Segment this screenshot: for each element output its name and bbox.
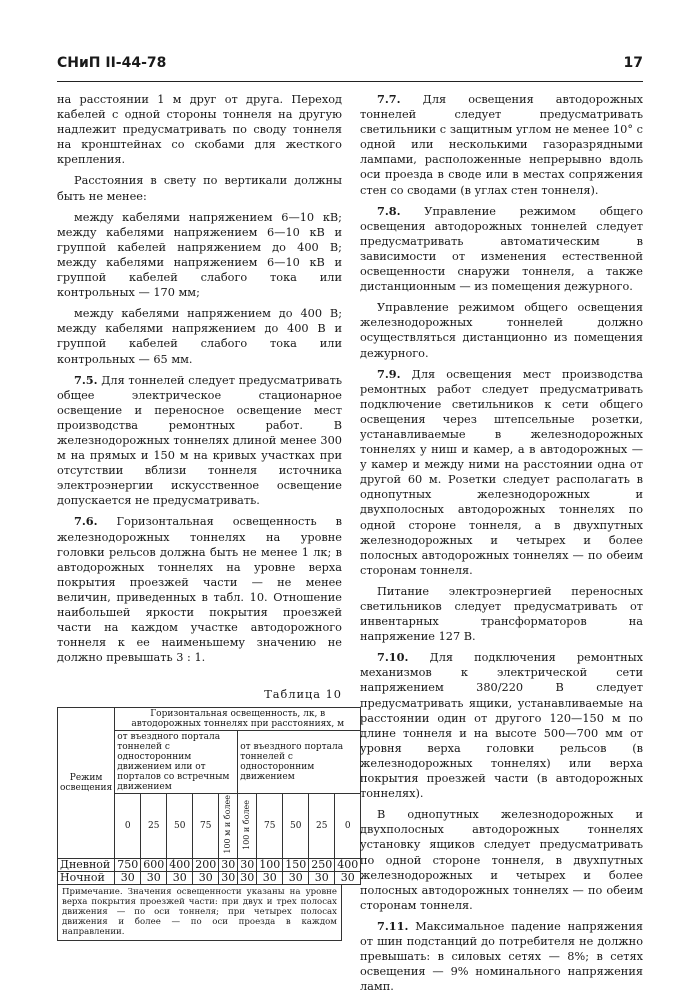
column-header: 0 (115, 794, 141, 859)
paragraph: Управление режимом общего освещения железнодорожных тоннелей должно осуществляться дистанционно из помещения дежурного. (360, 301, 643, 360)
paragraph: между кабелями напряжением 6—10 кВ; между кабелями напряжением 6—10 кВ и группой кабелей напряжением до 400 В; между кабелями напряжением 6—10 кВ и группой кабелей слабого тока или контрольных — 170 мм; (57, 210, 342, 300)
table-cell: 750 (115, 859, 141, 872)
table-cell: 30 (257, 872, 283, 885)
table-cell: 150 (283, 859, 309, 872)
page-number: 17 (623, 55, 643, 71)
table-cell: 400 (335, 859, 361, 872)
column-header (238, 794, 257, 859)
column-header: 75 (257, 794, 283, 859)
note-text: Значения освещенности указаны на уровне верха покрытия проезжей части: при двух и трех полосах движения — по оси тоннеля; при четырех полосах движения и более — по оси проезда в каждом направлении. (62, 887, 338, 938)
row-mode: Дневной (58, 859, 115, 872)
paragraph-7-11 (360, 919, 643, 994)
rotated-label: 100 и более (242, 799, 252, 850)
clause-number: 7.10. (377, 650, 409, 665)
table-cell: 30 (193, 872, 219, 885)
right-column (360, 92, 643, 1000)
paragraph: В однопутных железнодорожных и двухполосных автодорожных тоннелях установку ящиков следует предусматривать по одной стороне тоннеля, в двухпутных железнодорожных и четырех и более полосных автодорожных тоннелях — по обеим сторонам тоннеля. (360, 808, 643, 912)
clause-text: Максимальное падение напряжения от шин подстанций до потребителя не должно превышать: в силовых сетях — 8%; в сетях освещения — 9% номинального напряжения ламп. (360, 919, 643, 994)
table-cell: 30 (115, 872, 141, 885)
paragraph-7-5 (57, 373, 342, 509)
clause-text: Для подключения ремонтных механизмов к электрической сети напряжением 380/220 В следует предусматривать ящики, устанавливаемые на расстоянии один от другого 120—150 м по длине тоннеля и на высоте 500—700 мм от уровня верха головки рельсов (в железнодорожных тоннелях) или верха покрытия проезжей части (в автодорожных тоннелях). (360, 651, 643, 801)
column-header: 50 (167, 794, 193, 859)
clause-text: Для освещения мест производства ремонтных работ следует предусматривать подключение светильников к сети общего освещения через штепсельные розетки, устанавливаемые в железнодорожных тоннелях у ниш и камер, а в автодорожных — у камер и между ними на расстоянии одна от другой 60 м. Розетки следует располагать в однопутных железнодорожных и двухполосных автодорожных тоннелях по одной стороне тоннеля, а в двухпутных железнодорожных и четырех и более полосных автодорожных тоннелях — по обеим сторонам тоннеля. (360, 367, 644, 577)
table-cell: 30 (167, 872, 193, 885)
group-header: Горизонтальная освещенность, лк, в автодорожных тоннелях при расстояниях, м (115, 708, 361, 731)
table-cell: 30 (309, 872, 335, 885)
table-cell: 100 (257, 859, 283, 872)
column-header (219, 794, 238, 859)
left-column (57, 92, 359, 941)
paragraph: Питание электроэнергией переносных светильников следует предусматривать от инвентарных трансформаторов на напряжение 127 В. (360, 584, 643, 644)
paragraph-7-8 (360, 204, 643, 295)
table-cell: 30 (238, 872, 257, 885)
table-cell: 250 (309, 859, 335, 872)
table-caption: Таблица 10 (264, 688, 342, 702)
paragraph: Расстояния в свету по вертикали должны быть не менее: (57, 174, 342, 203)
table-cell: 30 (141, 872, 167, 885)
clause-number: 7.7. (377, 92, 401, 106)
paragraph-7-6 (57, 514, 342, 665)
table-cell: 30 (238, 859, 257, 872)
header-divider (57, 81, 643, 82)
table-row (58, 859, 361, 872)
clause-text: Для тоннелей следует предусматривать общее электрическое стационарное освещение и переносное освещение мест производства ремонтных работ. В железнодорожных тоннелях длиной менее 300 м на прямых и 150 м на кривых участках при отсутствии вблизи тоннеля источника электроэнергии искусственное освещение допускается не предусматривать. (57, 373, 343, 508)
table-cell: 30 (219, 859, 238, 872)
clause-text: Горизонтальная освещенность в железнодорожных тоннелях на уровне головки рельсов должна быть не менее 1 лк; в автодорожных тоннелях на уровне верха покрытия проезжей части — не менее величин, приведенных в табл. 10. Отношение наибольшей яркости покрытия проезжей части на каждом участке автодорожного тоннеля к ее наименьшему значению не должно превышать 3 : 1. (57, 515, 342, 665)
rotated-label: 100 м и более (223, 795, 233, 855)
table-10 (57, 707, 361, 885)
paragraph: на расстоянии 1 м друг от друга. Переход кабелей с одной стороны тоннеля на другую надлежит предусматривать по своду тоннеля на кронштейнах со скобами для жесткого крепления. (57, 93, 342, 167)
clause-text: Управление режимом общего освещения автодорожных тоннелей следует предусматривать автоматическим в зависимости от изменения естественной освещенности снаружи тоннеля, а также дистанционным — из помещения дежурного. (360, 204, 643, 294)
table-cell: 30 (335, 872, 361, 885)
clause-number: 7.9. (377, 366, 401, 381)
table-cell: 200 (193, 859, 219, 872)
table-cell: 30 (219, 872, 238, 885)
column-header: 50 (283, 794, 309, 859)
clause-number: 7.6. (74, 514, 98, 529)
paragraph: между кабелями напряжением до 400 В; между кабелями напряжением до 400 В и группой кабелей слабого тока или контрольных — 65 мм. (57, 307, 342, 366)
clause-number: 7.8. (377, 203, 401, 218)
page-header (57, 55, 643, 77)
clause-number: 7.11. (377, 918, 409, 933)
table-cell: 400 (167, 859, 193, 872)
table-note (57, 885, 342, 941)
subheader-right: от въездного портала тоннелей с односторонним движением (238, 731, 361, 794)
subheader-left: от въездного портала тоннелей с односторонним движением или от порталов со встречным движением (115, 731, 238, 794)
column-header: 0 (335, 794, 361, 859)
note-label: Примечание. (62, 887, 123, 898)
table-row (58, 872, 361, 885)
row-mode: Ночной (58, 872, 115, 885)
clause-text: Для освещения автодорожных тоннелей следует предусматривать светильники с защитным углом не менее 10° с одной или несколькими газоразрядными лампами, расположенные непрерывно вдоль оси проезда в своде или в местах сопряжения стен со сводами (в углах стен тоннеля). (360, 93, 644, 197)
column-header: 75 (193, 794, 219, 859)
mode-header: Режим освещения (58, 708, 115, 859)
clause-number: 7.5. (74, 372, 98, 387)
paragraph-7-7 (360, 92, 643, 198)
column-header: 25 (309, 794, 335, 859)
table-cell: 600 (141, 859, 167, 872)
document-code: СНиП II-44-78 (57, 55, 167, 71)
column-header: 25 (141, 794, 167, 859)
paragraph-7-9 (360, 367, 643, 578)
paragraph-7-10 (360, 650, 643, 801)
table-cell: 30 (283, 872, 309, 885)
